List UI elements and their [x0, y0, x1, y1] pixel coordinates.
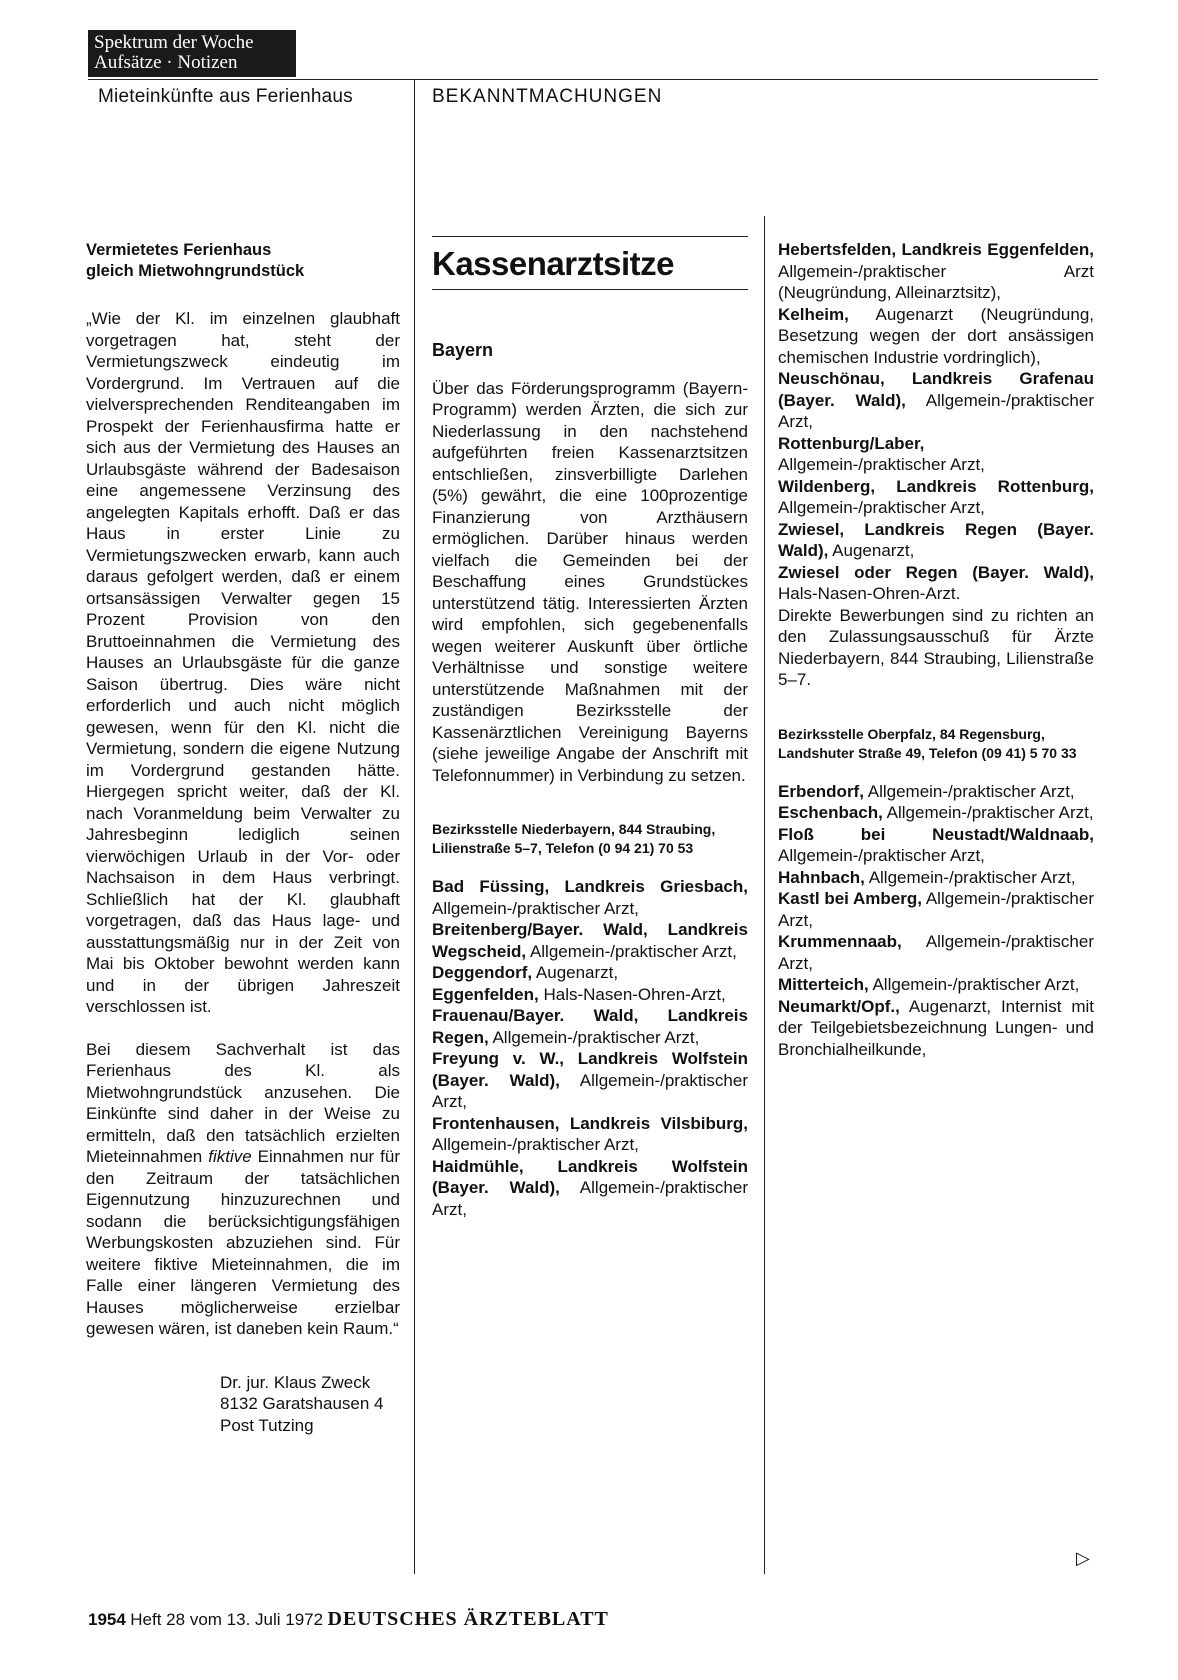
entries-niederbayern — [432, 876, 748, 1220]
top-rule — [88, 79, 1098, 80]
listing-entry — [432, 876, 748, 919]
listing-place: Frontenhausen, Landkreis Vilsbiburg, — [432, 1113, 748, 1133]
office-niederbayern: Bezirksstelle Niederbayern, 844 Straubing, Lilienstraße 5–7, Telefon (0 94 21) 70 53 — [432, 821, 716, 856]
article-paragraph-1: „Wie der Kl. im einzelnen glaubhaft vorgetragen hat, steht der Vermietungszweck eindeutig im Vordergrund. Im Vertrauen auf die vielversprechenden Renditeangaben im Prospekt der Ferienhausfirma hatte er sich aus der Vermietung des Hauses an Urlaubsgäste während der Badesaison eine angemessene Verzinsung des angelegten Kapitals erhofft. Daß er das Haus in erster Linie zu Vermietungszwecken erwarb, kann auch daraus gefolgert werden, daß er einem ortsansässigen Verwalter gegen 15 Prozent Provision von den Bruttoeinnahmen die Vermietung des Hauses an Urlaubsgäste für die ganze Saison übertrug. Dies wäre nicht erforderlich und auch nicht möglich gewesen, wenn für den Kl. nicht die Vermietung, sondern die eigene Nutzung im Vordergrund gestanden hätte. Hiergegen spricht weiter, daß der Kl. nach Voranmeldung beim Verwalter zu Jahresbeginn lediglich seinen vierwöchigen Urlaub in der Vor- oder Nachsaison in dem Haus verbringt. Schließlich hat der Kl. glaubhaft vorgetragen, daß das Haus lage- und ausstattungsmäßig nur in der Zeit von Mai bis Oktober bewohnt werden kann und in der übrigen Jahreszeit verschlossen ist. — [86, 309, 400, 1016]
author-signature — [220, 1372, 400, 1437]
listing-entry — [778, 304, 1094, 369]
listing-entry — [432, 919, 748, 962]
listing-place: Krummennaab, — [778, 932, 902, 951]
listing-place: Frauenau/Bayer. Wald, Landkreis Regen, — [432, 1006, 748, 1047]
listing-entry — [778, 562, 1094, 605]
author-post: Post Tutzing — [220, 1415, 314, 1435]
listing-place: Hebertsfelden, Landkreis Eggenfelden, — [778, 240, 1094, 259]
listing-entry — [778, 974, 1094, 996]
listing-entry — [778, 888, 1094, 931]
listing-entry — [778, 931, 1094, 974]
intro-paragraph: Über das Förderungsprogramm (Bayern-Programm) werden Ärzten, die sich zur Niederlassung in den nachstehend aufgeführten freien Kassenarztsitzen entschließen, zinsverbilligte Darlehen (5%) gewährt, die eine 100prozentige Finanzierung von Arzthäusern ermöglichen. Darüber hinaus werden vielfach die Gemeinden bei der Beschaffung eines Grundstückes unterstützend tätig. Interessierten Ärzten wird empfohlen, sich gegebenenfalls wegen weiterer Auskunft über örtliche Verhältnisse und sonstige weitere unterstützende Maßnahmen mit der zuständigen Bezirksstelle der Kassenärztlichen Vereinigung Bayerns (siehe jeweilige Angabe der Anschrift mit Telefonnummer) in Verbindung zu setzen. — [432, 378, 748, 785]
office-oberpfalz: Bezirksstelle Oberpfalz, 84 Regensburg, Landshuter Straße 49, Telefon (09 41) 5 70 33 — [778, 725, 1077, 761]
listing-specialty: Augenarzt, — [532, 963, 619, 982]
listing-place: Floß bei Neustadt/Waldnaab, — [778, 824, 1094, 844]
application-note: Direkte Bewerbungen sind zu richten an den Zulassungsausschuß für Ärzte Niederbayern, 844 Straubing, Lilienstraße 5–7. — [778, 605, 1094, 689]
listing-place: Freyung v. W., Landkreis Wolfstein (Bayer. Wald), — [432, 1049, 748, 1090]
listing-specialty: Hals-Nasen-Ohren-Arzt. — [778, 584, 961, 603]
region-heading: Bayern — [432, 340, 494, 360]
listing-specialty: Allgemein-/praktischer Arzt, — [882, 803, 1094, 822]
continue-arrow-icon: ▷ — [1076, 1548, 1090, 1568]
listing-entry — [778, 867, 1094, 889]
middle-column — [432, 236, 748, 1220]
page-number: 1954 — [88, 1610, 126, 1629]
badge-line-2: Aufsätze · Notizen — [94, 52, 238, 73]
listing-specialty: Allgemein-/praktischer Arzt, — [778, 455, 985, 474]
listing-place: Deggendorf, — [432, 963, 533, 982]
listing-specialty: Allgemein-/praktischer Arzt, — [526, 941, 737, 961]
left-section-title: Mieteinkünfte aus Ferienhaus — [98, 86, 353, 107]
footer — [88, 1608, 609, 1631]
listing-specialty: Allgemein-/praktischer Arzt, — [778, 390, 1094, 431]
section-badge — [88, 30, 296, 77]
listing-place: Kastl bei Amberg, — [778, 889, 922, 908]
listing-entry — [778, 239, 1094, 304]
right-section-title: BEKANNTMACHUNGEN — [432, 86, 663, 107]
listing-specialty: Allgemein-/praktischer Arzt, — [778, 889, 1095, 930]
listing-place: Breitenberg/Bayer. Wald, Landkreis Wegscheid, — [432, 920, 748, 961]
listing-entry — [432, 962, 748, 984]
listing-entry — [778, 996, 1094, 1061]
listing-place: Bad Füssing, Landkreis Griesbach, — [432, 877, 748, 896]
listing-specialty: Augenarzt (Neugründung, Besetzung wegen der dort ansässigen chemischen Industrie vordringlich), — [778, 304, 1094, 367]
listing-specialty: Allgemein-/praktischer Arzt (Neugründung, Alleinarztsitz), — [778, 261, 1094, 302]
listing-entry — [778, 824, 1094, 867]
listing-specialty: Allgemein-/praktischer Arzt, — [863, 781, 1075, 801]
entries-niederbayern-continued — [778, 239, 1094, 605]
listing-specialty: Allgemein-/praktischer Arzt, — [778, 932, 1094, 973]
author-name: Dr. jur. Klaus Zweck — [220, 1372, 371, 1392]
listing-place: Mitterteich, — [778, 975, 869, 994]
listing-place: Haidmühle, Landkreis Wolfstein (Bayer. Wald), — [432, 1156, 748, 1197]
listing-specialty: Allgemein-/praktischer Arzt, — [778, 846, 985, 865]
listing-entry — [432, 1113, 748, 1156]
listing-specialty: Augenarzt, — [828, 541, 915, 560]
listing-specialty: Allgemein-/praktischer Arzt, — [778, 498, 985, 517]
listing-place: Kelheim, — [778, 304, 849, 324]
listing-place: Neuschönau, Landkreis Grafenau (Bayer. Wald), — [778, 369, 1094, 410]
listing-entry — [778, 433, 1094, 476]
listing-entry — [432, 1048, 748, 1113]
listing-specialty: Allgemein-/praktischer Arzt, — [868, 975, 1080, 994]
listing-place: Neumarkt/Opf., — [778, 996, 900, 1016]
journal-masthead: DEUTSCHES ÄRZTEBLATT — [327, 1608, 609, 1630]
listing-place: Wildenberg, Landkreis Rottenburg, — [778, 476, 1094, 496]
listing-specialty: Hals-Nasen-Ohren-Arzt, — [538, 984, 726, 1004]
column-divider-left — [414, 80, 415, 1574]
listing-place: Erbendorf, — [778, 781, 864, 801]
listing-specialty: Allgemein-/praktischer Arzt, — [488, 1027, 700, 1047]
author-address: 8132 Garatshausen 4 — [220, 1394, 384, 1413]
article-heading: Vermietetes Ferienhaus gleich Mietwohngrundstück — [86, 241, 305, 280]
entries-oberpfalz — [778, 781, 1094, 1061]
listing-specialty: Allgemein-/praktischer Arzt, — [432, 1178, 748, 1219]
listing-place: Rottenburg/Laber, — [778, 433, 925, 453]
listing-specialty: Augenarzt, Internist mit der Teilgebietsbezeichnung Lungen- und Bronchialheilkunde, — [778, 996, 1094, 1059]
listing-entry — [432, 984, 748, 1006]
listing-place: Zwiesel oder Regen (Bayer. Wald), — [778, 562, 1094, 582]
right-column — [778, 239, 1094, 1060]
listing-entry — [432, 1005, 748, 1048]
listing-place: Hahnbach, — [778, 867, 865, 887]
column-divider-right — [764, 216, 765, 1574]
listing-entry — [778, 476, 1094, 519]
article-paragraph-2: Bei diesem Sachverhalt ist das Ferienhaus des Kl. als Mietwohngrundstück anzusehen. Die Einkünfte sind daher in der Weise zu ermitteln, daß den tatsächlich erzielten Mieteinnahmen fiktive Einnahmen nur für den Zeitraum der tatsächlichen Eigennutzung hinzuzurechnen und sodann die berücksichtigungsfähigen Werbungskosten abzuziehen sind. Für weitere fiktive Mieteinnahmen, die im Falle einer längeren Vermietung des Hauses möglicherweise erzielbar gewesen wären, ist daneben kein Raum.“ — [86, 1039, 400, 1338]
listing-place: Zwiesel, Landkreis Regen (Bayer. Wald), — [778, 519, 1094, 560]
listing-specialty: Allgemein-/praktischer Arzt, — [432, 1070, 748, 1111]
issue-info: Heft 28 vom 13. Juli 1972 — [130, 1610, 324, 1629]
italic-fiktive: fiktive — [208, 1147, 252, 1166]
title-rule-bottom — [432, 289, 748, 290]
page-title: Kassenarztsitze — [432, 245, 674, 282]
listing-entry — [778, 519, 1094, 562]
title-rule-top — [432, 236, 748, 237]
listing-entry — [432, 1156, 748, 1221]
badge-line-1: Spektrum der Woche — [94, 32, 254, 53]
listing-place: Eggenfelden, — [432, 984, 539, 1004]
listing-specialty: Allgemein-/praktischer Arzt, — [432, 1135, 639, 1154]
listing-entry — [778, 781, 1094, 803]
listing-specialty: Allgemein-/praktischer Arzt, — [864, 867, 1076, 887]
listing-entry — [778, 368, 1094, 433]
listing-entry — [778, 802, 1094, 824]
listing-specialty: Allgemein-/praktischer Arzt, — [432, 898, 639, 918]
listing-place: Eschenbach, — [778, 803, 883, 822]
left-column — [86, 240, 400, 1436]
